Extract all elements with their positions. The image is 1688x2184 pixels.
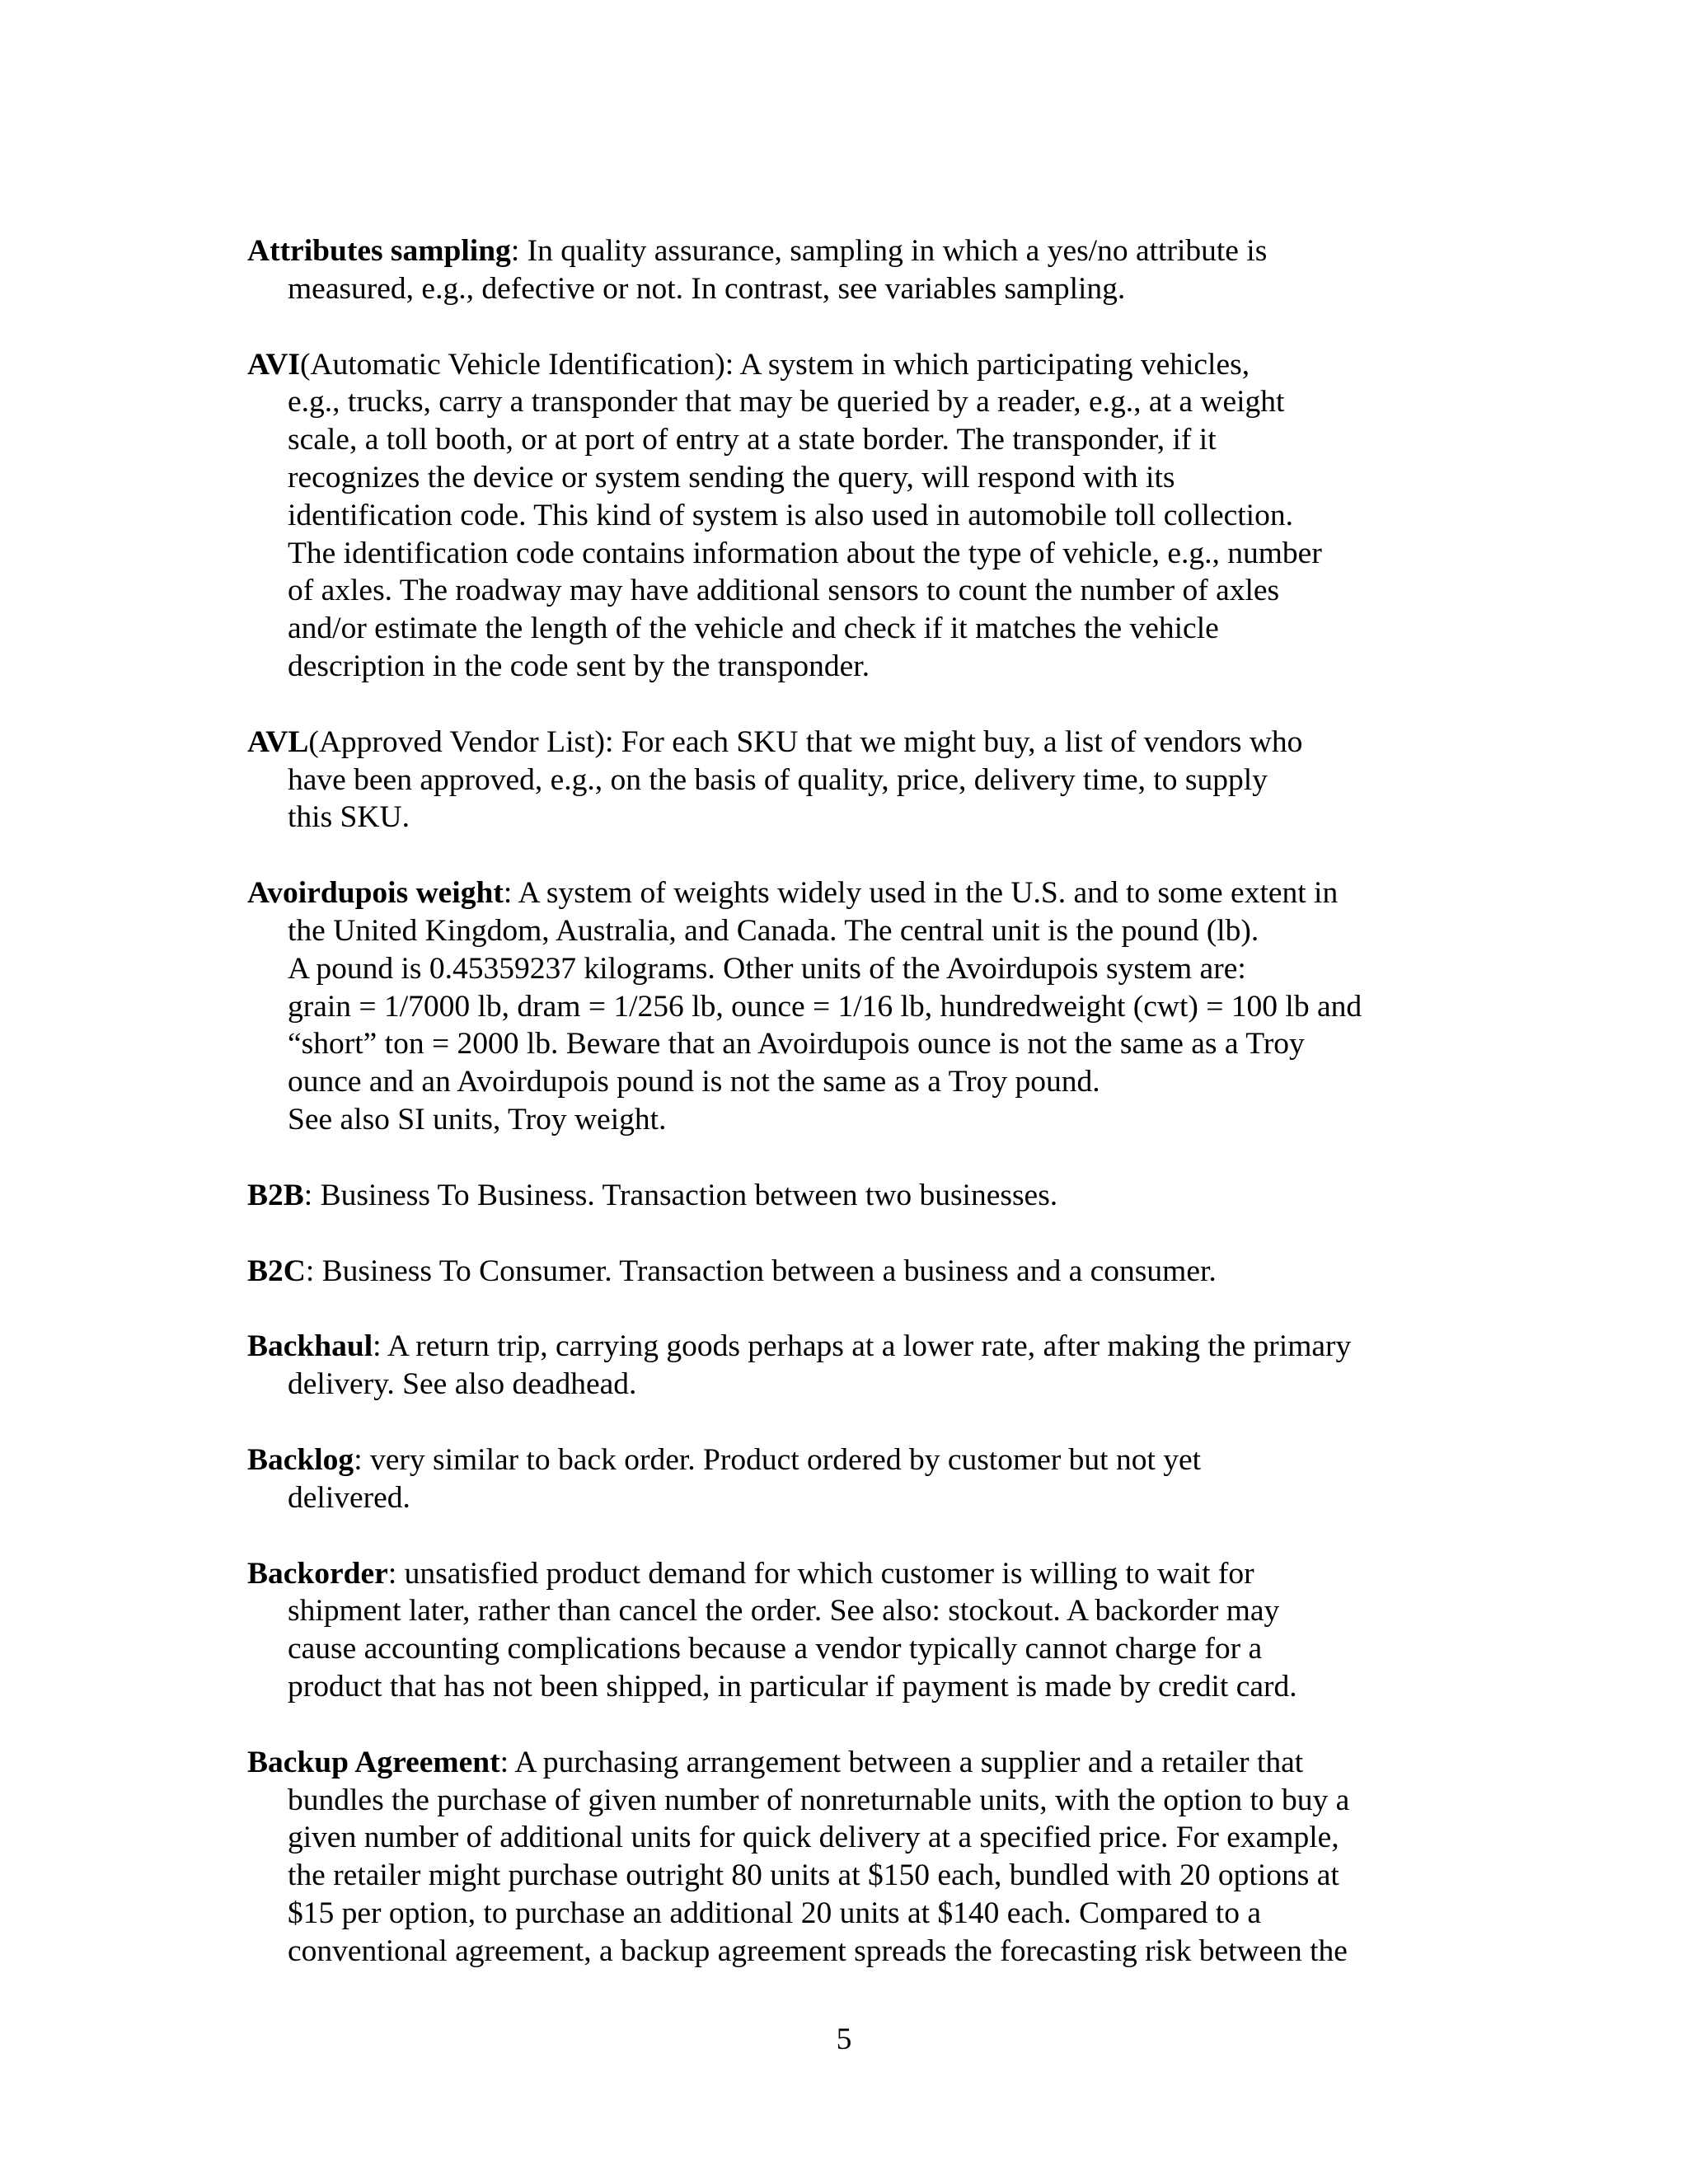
definition-continuation: the United Kingdom, Australia, and Canada. The central unit is the pound (lb). xyxy=(288,913,1259,948)
definition-text: : Business To Business. Transaction between two businesses. xyxy=(303,1178,1058,1212)
glossary-term: Backlog xyxy=(247,1442,354,1477)
definition-continuation: $15 per option, to purchase an additional 20 units at $140 each. Compared to a xyxy=(288,1896,1261,1930)
definition-text: (Approved Vendor List): For each SKU that we might buy, a list of vendors who xyxy=(308,724,1303,759)
entry-first-line xyxy=(247,1744,1451,1782)
glossary-term: B2C xyxy=(247,1254,306,1288)
definition-continuation: have been approved, e.g., on the basis of quality, price, delivery time, to supply xyxy=(288,762,1268,797)
definition-text: : Business To Consumer. Transaction between a business and a consumer. xyxy=(305,1254,1217,1288)
entry-first-line xyxy=(247,1555,1451,1593)
definition-continuation: given number of additional units for quick delivery at a specified price. For example, xyxy=(288,1821,1339,1855)
entry-first-line xyxy=(247,1253,1451,1291)
definition-continuation: shipment later, rather than cancel the order. See also: stockout. A backorder may xyxy=(288,1594,1280,1629)
page-number: 5 xyxy=(836,2022,852,2056)
definition-continuation: delivery. See also deadhead. xyxy=(288,1367,637,1402)
entry-first-line xyxy=(247,1328,1451,1366)
glossary-term: Attributes sampling xyxy=(247,234,511,268)
definition-continuation: The identification code contains information about the type of vehicle, e.g., number xyxy=(288,536,1322,570)
entry-first-line xyxy=(247,232,1451,270)
definition-text: : A return trip, carrying goods perhaps at a lower rate, after making the primary xyxy=(373,1329,1352,1364)
definition-text: : unsatisfied product demand for which customer is willing to wait for xyxy=(387,1556,1254,1591)
definition-continuation: identification code. This kind of system is also used in automobile toll collection. xyxy=(288,498,1293,532)
glossary-entry xyxy=(247,874,1451,1139)
glossary-term: B2B xyxy=(247,1178,304,1212)
glossary-entry xyxy=(247,232,1451,308)
definition-continuation: scale, a toll booth, or at port of entry at a state border. The transponder, if it xyxy=(288,423,1217,457)
entry-first-line xyxy=(247,346,1451,384)
definition-continuation: of axles. The roadway may have additional sensors to count the number of axles xyxy=(288,574,1280,608)
definition-text: : A purchasing arrangement between a supplier and a retailer that xyxy=(499,1745,1304,1779)
entry-first-line xyxy=(247,874,1451,912)
glossary-entry xyxy=(247,1177,1451,1215)
definition-continuation: “short” ton = 2000 lb. Beware that an Avoirdupois ounce is not the same as a Troy xyxy=(288,1027,1305,1062)
definition-continuation: product that has not been shipped, in particular if payment is made by credit card. xyxy=(288,1669,1297,1704)
glossary-term: AVL xyxy=(247,724,309,759)
glossary-entry xyxy=(247,1555,1451,1706)
definition-text: : In quality assurance, sampling in which a yes/no attribute is xyxy=(510,234,1268,268)
definition-text: (Automatic Vehicle Identification): A system in which participating vehicles, xyxy=(299,347,1250,382)
glossary-entry xyxy=(247,1441,1451,1517)
glossary-term: Backup Agreement xyxy=(247,1745,500,1779)
glossary-term: Avoirdupois weight xyxy=(247,876,504,911)
glossary-entry xyxy=(247,1253,1451,1291)
definition-continuation: conventional agreement, a backup agreement spreads the forecasting risk between the xyxy=(288,1933,1348,1968)
glossary-term: Backhaul xyxy=(247,1329,373,1364)
definition-continuation: grain = 1/7000 lb, dram = 1/256 lb, ounce = 1/16 lb, hundredweight (cwt) = 100 lb and xyxy=(288,989,1362,1024)
entry-first-line xyxy=(247,1441,1451,1479)
definition-continuation: recognizes the device or system sending the query, will respond with its xyxy=(288,460,1175,494)
definition-continuation: description in the code sent by the transponder. xyxy=(288,649,870,683)
definition-continuation: cause accounting complications because a vendor typically cannot charge for a xyxy=(288,1632,1263,1666)
definition-text: : very similar to back order. Product ordered by customer but not yet xyxy=(354,1442,1202,1477)
glossary-entry xyxy=(247,346,1451,686)
definition-continuation: See also SI units, Troy weight. xyxy=(288,1102,667,1137)
entry-first-line xyxy=(247,724,1451,762)
entry-first-line xyxy=(247,1177,1451,1215)
definition-continuation: and/or estimate the length of the vehicle and check if it matches the vehicle xyxy=(288,612,1219,646)
definition-continuation: this SKU. xyxy=(288,800,410,835)
definition-continuation: ounce and an Avoirdupois pound is not the same as a Troy pound. xyxy=(288,1065,1100,1099)
definition-continuation: A pound is 0.45359237 kilograms. Other units of the Avoirdupois system are: xyxy=(288,951,1246,986)
glossary-term: AVI xyxy=(247,347,300,382)
definition-continuation: bundles the purchase of given number of nonreturnable units, with the option to buy a xyxy=(288,1783,1350,1817)
glossary-entry xyxy=(247,724,1451,837)
glossary-entry xyxy=(247,1744,1451,1971)
definition-text: : A system of weights widely used in the U.S. and to some extent in xyxy=(503,876,1339,911)
definition-continuation: delivered. xyxy=(288,1480,410,1515)
glossary-entry xyxy=(247,1328,1451,1404)
definition-continuation: the retailer might purchase outright 80 units at $150 each, bundled with 20 options at xyxy=(288,1858,1339,1893)
definition-continuation: measured, e.g., defective or not. In contrast, see variables sampling. xyxy=(288,271,1126,306)
definition-continuation: e.g., trucks, carry a transponder that may be queried by a reader, e.g., at a weight xyxy=(288,385,1285,419)
glossary-list xyxy=(247,232,1451,2008)
glossary-term: Backorder xyxy=(247,1556,388,1591)
